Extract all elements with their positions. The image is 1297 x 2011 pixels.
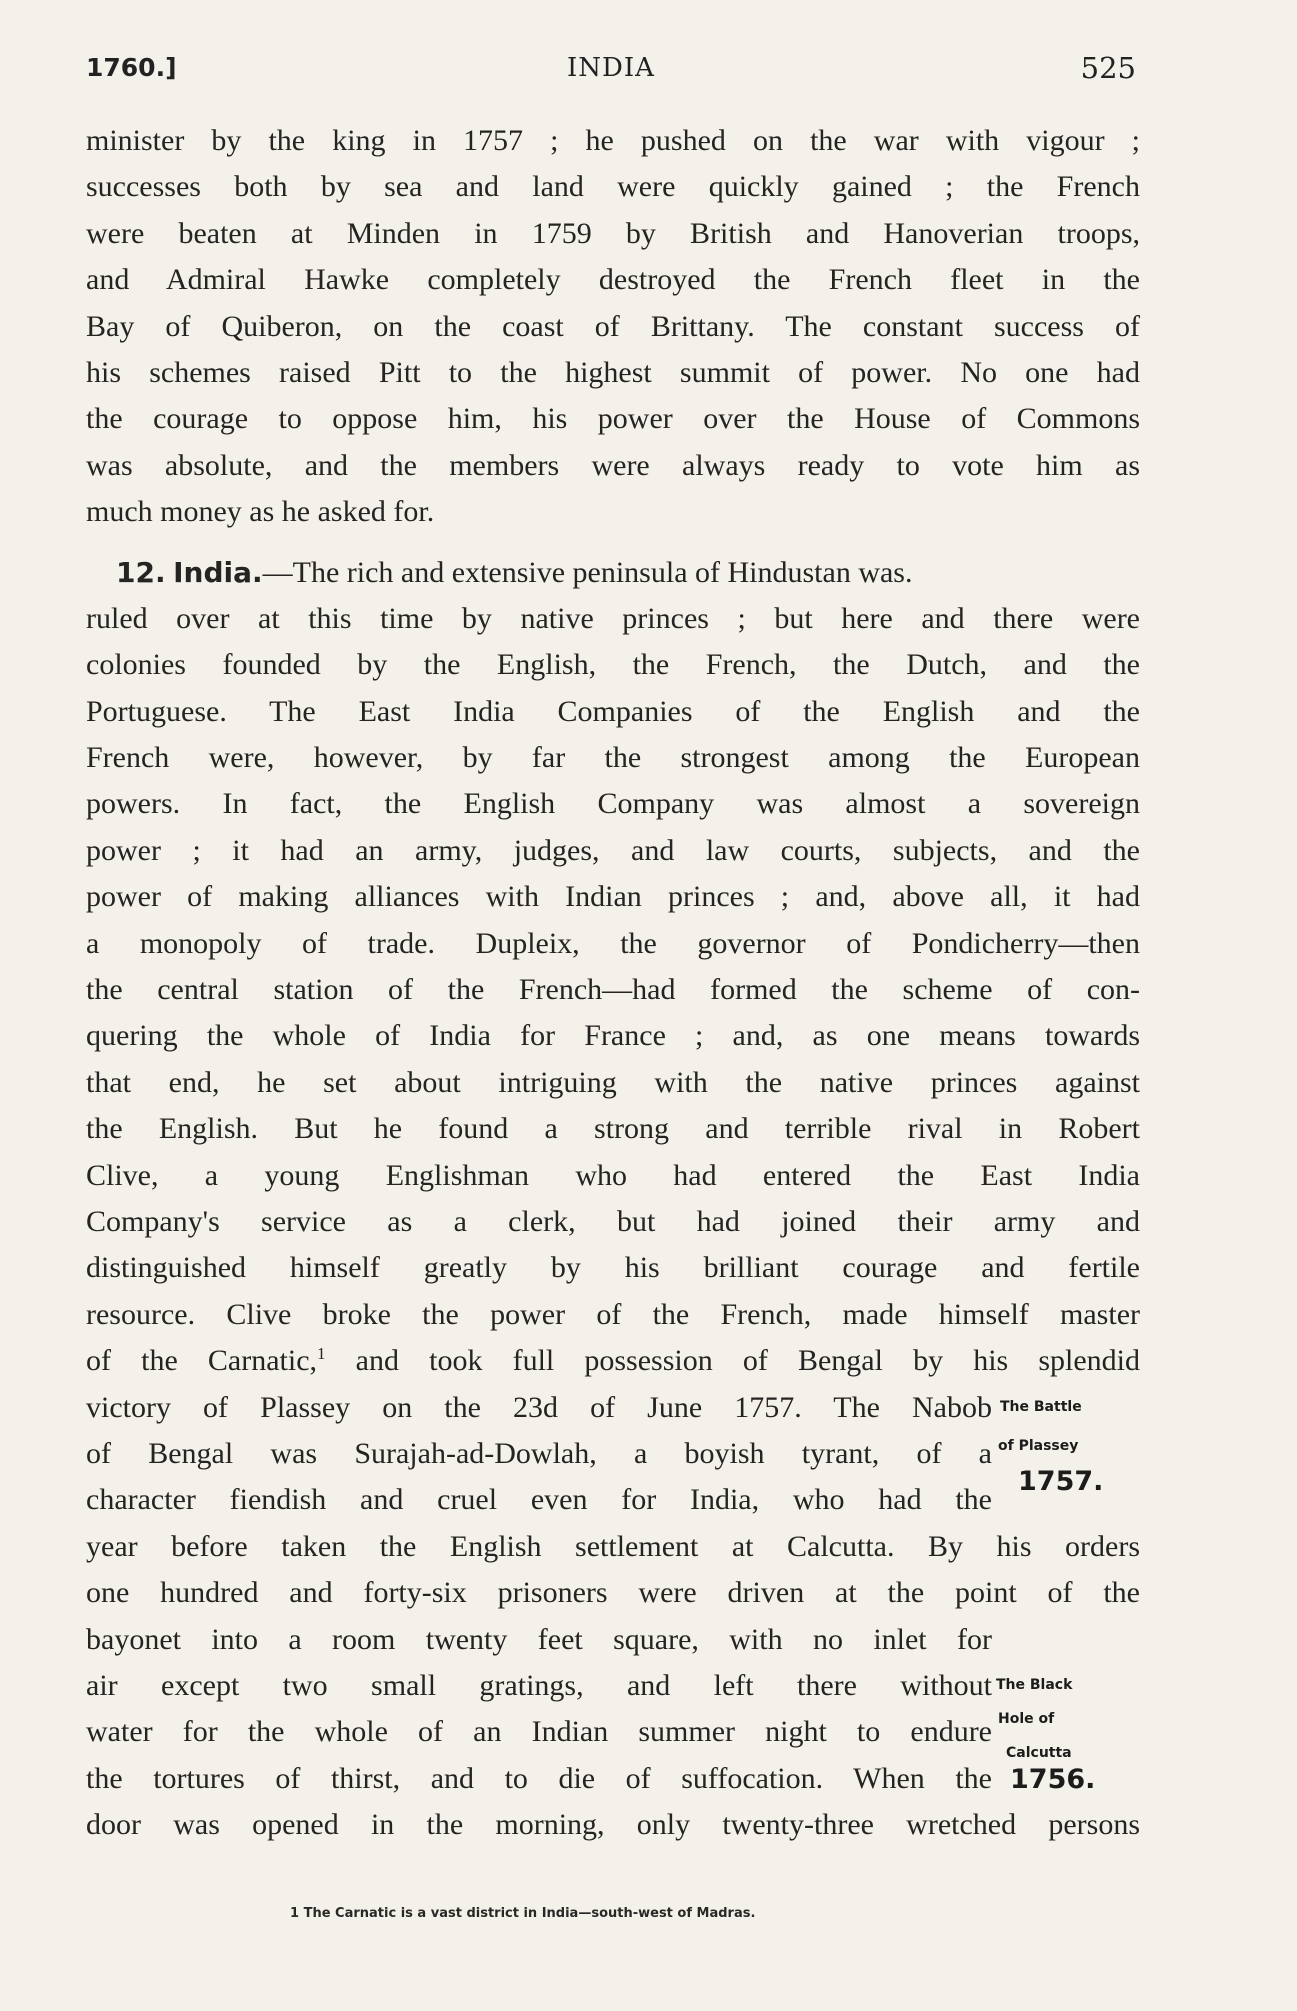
text-line: that end, he set about intriguing with the native princes against — [86, 1065, 1140, 1099]
text-line: colonies founded by the English, the French, the Dutch, and the — [86, 648, 1140, 682]
text-line: and Admiral Hawke completely destroyed the French fleet in the — [86, 263, 1140, 297]
text-line: powers. In fact, the English Company was almost a sovereign — [86, 787, 1140, 821]
text-line: successes both by sea and land were quickly gained ; the French — [86, 170, 1140, 204]
text-line: Bay of Quiberon, on the coast of Brittany. The constant success of — [86, 309, 1140, 343]
margin-note-line: Calcutta — [1006, 1745, 1072, 1761]
text-line: one hundred and forty-six prisoners were driven at the point of the — [86, 1576, 1140, 1610]
text-line: minister by the king in 1757 ; he pushed on the war with vigour ; — [86, 124, 1140, 157]
text-line: resource. Clive broke the power of the French, made himself master — [86, 1297, 1140, 1331]
margin-note-line: The Battle — [1000, 1399, 1082, 1415]
text-line: ruled over at this time by native princes ; but here and there were — [86, 601, 1140, 635]
text-line: door was opened in the morning, only twenty-three wretched persons — [86, 1808, 1140, 1842]
text-line: his schemes raised Pitt to the highest summit of power. No one had — [86, 355, 1140, 389]
text-line: the tortures of thirst, and to die of suffocation. When the — [86, 1761, 992, 1795]
margin-note-year: 1757. — [1018, 1466, 1104, 1497]
running-header — [86, 48, 1136, 88]
margin-note-line: of Plassey — [998, 1438, 1079, 1454]
text-line: the courage to oppose him, his power over the House of Commons — [86, 402, 1140, 436]
text-line: quering the whole of India for France ; and, as one means towards — [86, 1019, 1140, 1053]
text-line: French were, however, by far the strongest among the European — [86, 741, 1140, 775]
text-line: Clive, a young Englishman who had entered the East India — [86, 1158, 1140, 1192]
footnote-text: The Carnatic is a vast district in India—south-west of Madras. — [303, 1906, 756, 1921]
text-line: were beaten at Minden in 1759 by British and Hanoverian troops, — [86, 216, 1140, 250]
text-line: the central station of the French—had formed the scheme of con- — [86, 973, 1140, 1007]
text-line: air except two small gratings, and left there without — [86, 1668, 992, 1702]
margin-note-line: Hole of — [998, 1711, 1055, 1727]
header-year: 1760.] — [86, 53, 177, 82]
text-line: victory of Plassey on the 23d of June 1757. The Nabob — [86, 1390, 992, 1424]
text-line: much money as he asked for. — [86, 495, 435, 529]
text-line: power ; it had an army, judges, and law courts, subjects, and the — [86, 833, 1140, 867]
footnote-marker: 1 — [317, 1344, 326, 1364]
header-title: INDIA — [567, 53, 655, 83]
text-line: power of making alliances with Indian princes ; and, above all, it had — [86, 880, 1140, 914]
page-number: 525 — [1080, 51, 1136, 85]
section-number: 12. — [116, 555, 166, 589]
section-title: India. — [173, 555, 263, 589]
text-line: was absolute, and the members were always ready to vote him as — [86, 448, 1140, 482]
text-line: Portuguese. The East India Companies of the English and the — [86, 694, 1140, 728]
main-text — [86, 118, 1140, 1848]
text-line: Company's service as a clerk, but had joined their army and — [86, 1204, 1140, 1238]
margin-note-line: The Black — [996, 1677, 1073, 1693]
section-first-line: —The rich and extensive peninsula of Hindustan was. — [262, 555, 913, 589]
text-line: year before taken the English settlement at Calcutta. By his orders — [86, 1529, 1140, 1563]
text-line-with-footnote: of the Carnatic,$^1$ and took full possession of Bengal by his splendid — [86, 1344, 1141, 1378]
text-line: bayonet into a room twenty feet square, with no inlet for — [86, 1622, 992, 1656]
footnote — [290, 1906, 755, 1921]
text-line: the English. But he found a strong and terrible rival in Robert — [86, 1112, 1140, 1146]
margin-note-year: 1756. — [1010, 1764, 1096, 1795]
text-line: water for the whole of an Indian summer night to endure — [86, 1715, 992, 1749]
text-line: a monopoly of trade. Dupleix, the governor of Pondicherry—then — [86, 926, 1140, 960]
text-line: character fiendish and cruel even for India, who had the — [86, 1483, 992, 1517]
footnote-number: 1 — [290, 1906, 300, 1921]
section-heading-line — [86, 550, 1140, 596]
text-line: distinguished himself greatly by his brilliant courage and fertile — [86, 1251, 1140, 1285]
text-line: of Bengal was Surajah-ad-Dowlah, a boyish tyrant, of a — [86, 1436, 992, 1470]
